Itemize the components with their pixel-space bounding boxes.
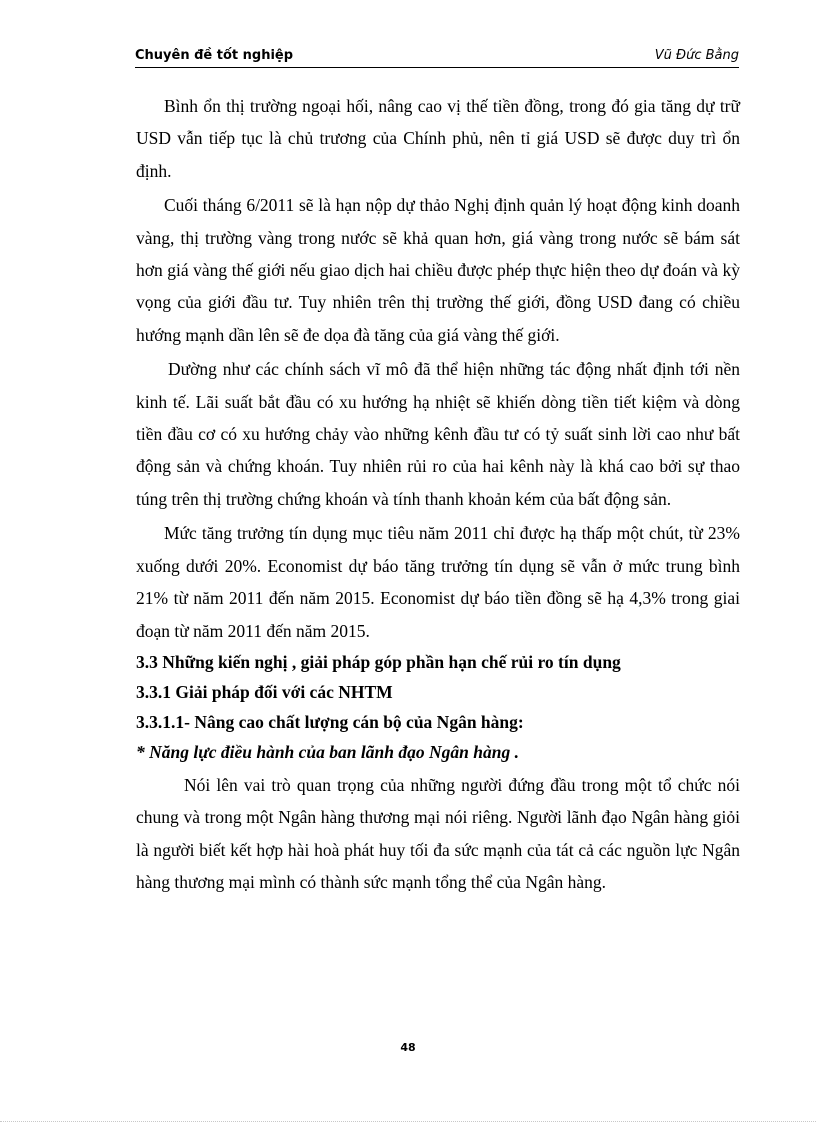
section-heading-3-3-1-1: 3.3.1.1- Nâng cao chất lượng cán bộ của Ngân hàng:	[136, 711, 524, 732]
paragraph-gold-market: Cuối tháng 6/2011 sẽ là hạn nộp dự thảo Nghị định quản lý hoạt động kinh doanh vàng, thị trường vàng trong nước sẽ khả quan hơn, giá vàng trong nước sẽ bám sát hơn giá vàng thế giới nếu giao dịch hai chiều được phép thực hiện theo dự đoán và kỳ vọng của giới đầu tư. Tuy nhiên trên thị trường thế giới, đồng USD đang có chiều hướng mạnh dần lên sẽ đe dọa đà tăng của giá vàng thế giới.	[136, 195, 740, 345]
page-header	[135, 48, 739, 68]
section-heading-3-3-1: 3.3.1 Giải pháp đối với các NHTM	[136, 681, 393, 702]
bullet-heading-leadership: * Năng lực điều hành của ban lãnh đạo Ngân hàng .	[136, 741, 519, 762]
header-author: Vũ Đức Bằng	[654, 48, 739, 63]
paragraph-macro-policy: Dường như các chính sách vĩ mô đã thể hiện những tác động nhất định tới nền kinh tế. Lãi suất bắt đầu có xu hướng hạ nhiệt sẽ khiến dòng tiền tiết kiệm và dòng tiền đầu cơ có xu hướng chảy vào những kênh đầu tư có tỷ suất sinh lời cao như bất động sản và chứng khoán. Tuy nhiên rủi ro của hai kênh này là khá cao bởi sự thao túng trên thị trường chứng khoán và tính thanh khoản kém của bất động sản.	[136, 359, 740, 509]
paragraph-exchange-rate: Bình ổn thị trường ngoại hối, nâng cao vị thế tiền đồng, trong đó gia tăng dự trữ USD vẫn tiếp tục là chủ trương của Chính phủ, nên tỉ giá USD sẽ được duy trì ổn định.	[136, 96, 740, 181]
paragraph-leadership-role: Nói lên vai trò quan trọng của những người đứng đầu trong một tổ chức nói chung và trong một Ngân hàng thương mại nói riêng. Người lãnh đạo Ngân hàng giỏi là người biết kết hợp hài hoà phát huy tối đa sức mạnh của tát cả các nguồn lực Ngân hàng thương mại mình có thành sức mạnh tổng thể của Ngân hàng.	[136, 774, 740, 893]
page-number: 48	[400, 1041, 416, 1054]
page-bottom-border	[0, 1121, 816, 1122]
section-heading-3-3: 3.3 Những kiến nghị , giải pháp góp phần hạn chế rủi ro tín dụng	[136, 651, 621, 672]
header-document-title: Chuyên đề tốt nghiệp	[135, 48, 294, 63]
header-divider	[135, 67, 739, 68]
page-body	[136, 90, 740, 899]
paragraph-credit-growth: Mức tăng trưởng tín dụng mục tiêu năm 2011 chỉ được hạ thấp một chút, từ 23% xuống dưới 20%. Economist dự báo tăng trưởng tín dụng sẽ vẫn ở mức trung bình 21% từ năm 2011 đến năm 2015. Economist dự báo tiền đồng sẽ hạ 4,3% trong giai đoạn từ năm 2011 đến năm 2015.	[136, 523, 740, 641]
